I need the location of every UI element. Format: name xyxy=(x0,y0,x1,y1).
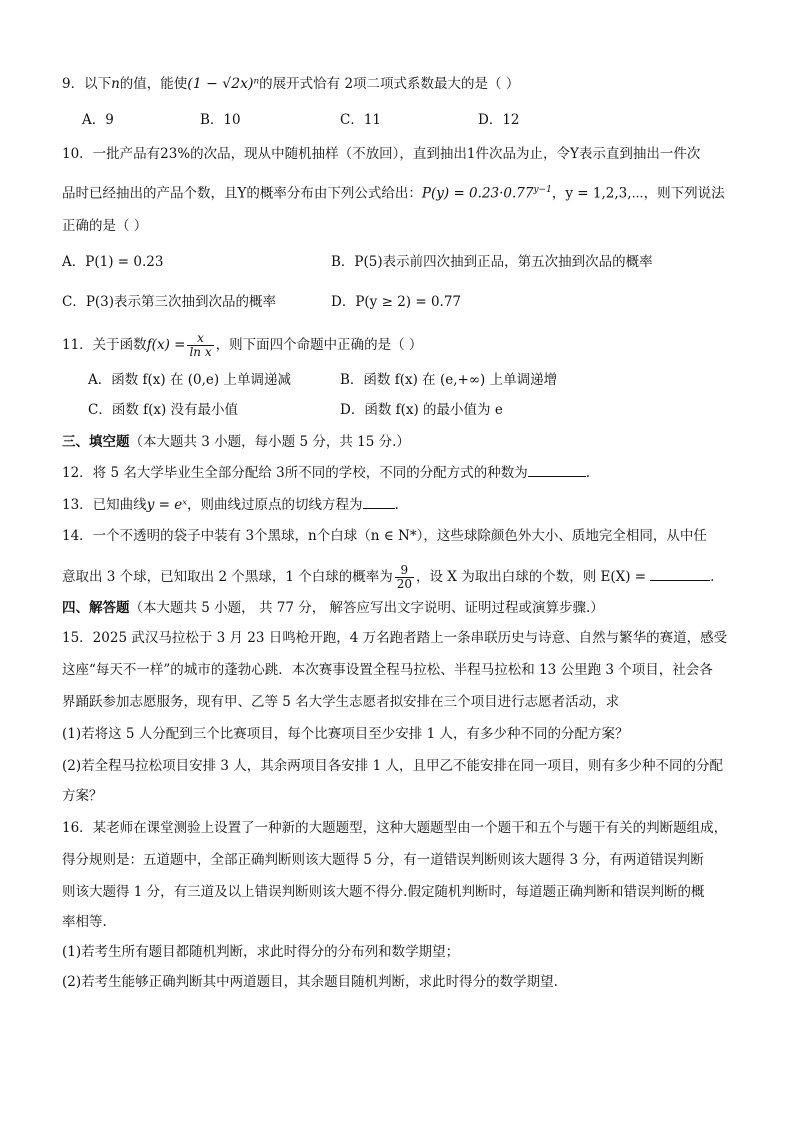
q9-stem-a: 9．以下 xyxy=(62,76,112,92)
q11-stem xyxy=(62,332,422,359)
q9-option-c: C．11 xyxy=(340,112,382,128)
q10-option-c: C．P(3)表示第三次抽到次品的概率 xyxy=(62,294,277,310)
q14-line2-a: 意取出 3 个球，已知取出 2 个黑球，1 个白球的概率为 xyxy=(62,569,393,585)
q11-fraction-numerator: x xyxy=(187,332,213,346)
q11-option-c: C．函数 f(x) 没有最小值 xyxy=(88,402,239,418)
q16-part1: (1)若考生所有题目都随机判断，求此时得分的分布列和数学期望； xyxy=(62,944,460,960)
q16-line1: 16．某老师在课堂测验上设置了一种新的大题题型，这种大题题型由一个题干和五个与题干有关的判断题组成， xyxy=(62,820,728,836)
q14-answer-blank xyxy=(650,566,710,581)
q13-end: . xyxy=(394,497,399,513)
q12-answer-blank xyxy=(528,462,586,477)
q15-line3: 界踊跃参加志愿服务，现有甲、乙等 5 名大学生志愿者拟安排在三个项目进行志愿者活动，求 xyxy=(62,694,620,710)
q15-line2: 这座“每天不一样”的城市的蓬勃心跳．本次赛事设置全程马拉松、半程马拉松和 13 公里跑 3 个项目，社会各 xyxy=(62,662,713,678)
q13-answer-blank xyxy=(363,494,395,509)
q9-option-b: B．10 xyxy=(200,112,241,128)
q16-line4: 率相等. xyxy=(62,914,107,930)
q14-fraction-numerator: 9 xyxy=(395,564,414,578)
q16-line2: 得分规则是：五道题中，全部正确判断则该大题得 5 分，有一道错误判断则该大题得 3 分，有两道错误判断 xyxy=(62,852,704,868)
section-4-title: 四、解答题 xyxy=(62,600,130,616)
section-3-description: （本大题共 3 小题，每小题 5 分，共 15 分.） xyxy=(129,434,410,450)
q10-line2-b: ，y = 1,2,3,⋯，则下列说法 xyxy=(551,185,725,202)
q14-end: . xyxy=(710,569,715,585)
q15-part2-line1: (2)若全程马拉松项目安排 3 人，其余两项目各安排 1 人，且甲乙不能安排在同一项目，则有多少种不同的分配 xyxy=(62,758,723,774)
q11-function: f(x) = xyxy=(146,337,186,353)
q10-option-d: D．P(y ≥ 2) = 0.77 xyxy=(331,294,462,310)
q9-expression: (1 − √2x)ⁿ xyxy=(187,76,260,92)
q9-stem-b: 的值，能使 xyxy=(119,76,188,92)
q11-option-d: D．函数 f(x) 的最小值为 e xyxy=(340,402,503,418)
section-4-heading xyxy=(62,598,604,618)
q15-part2-line2: 方案？ xyxy=(62,788,103,804)
q10-line3: 正确的是（ ） xyxy=(62,218,148,234)
q13-stem xyxy=(62,494,399,515)
q16-line3: 则该大题得 1 分，有三道及以上错误判断则该大题不得分.假定随机判断时，每道题正确判断和错误判断的概 xyxy=(62,884,705,900)
q11-fraction xyxy=(187,332,213,359)
q14-fraction xyxy=(395,564,414,591)
section-3-title: 三、填空题 xyxy=(62,434,130,450)
q15-line1: 15．2025 武汉马拉松于 3 月 23 日鸣枪开跑，4 万名跑者踏上一条串联历史与诗意、自然与繁华的赛道，感受 xyxy=(62,630,728,646)
q13-curve: y = eˣ xyxy=(146,497,187,513)
q9-stem-c: 的展开式恰有 2项二项式系数最大的是（ ） xyxy=(259,76,520,92)
q11-stem-a: 11．关于函数 xyxy=(62,337,147,353)
q10-line2-a: 品时已经抽出的产品个数，且Y的概率分布由下列公式给出： xyxy=(62,185,422,202)
q10-option-a: A．P(1) = 0.23 xyxy=(62,254,164,270)
q10-line1: 10．一批产品有23%的次品，现从中随机抽样（不放回），直到抽出1件次品为止，令Y表示直到抽出一件次 xyxy=(62,146,701,162)
q14-fraction-denominator: 20 xyxy=(396,577,413,591)
q11-option-a: A．函数 f(x) 在 (0,e) 上单调递减 xyxy=(88,372,291,388)
q12-stem xyxy=(62,462,590,483)
q12-end: . xyxy=(585,465,591,481)
q11-fraction-denominator: ln x xyxy=(189,345,212,359)
q14-line2 xyxy=(62,564,714,591)
q14-line2-b: ，设 X 为取出白球的个数，则 E(X) = xyxy=(416,569,647,585)
q11-stem-b: ，则下面四个命题中正确的是（ ） xyxy=(215,337,423,353)
q11-option-b: B．函数 f(x) 在 (e,+∞) 上单调递增 xyxy=(340,372,558,388)
q12-text: 12．将 5 名大学毕业生全部分配给 3所不同的学校，不同的分配方式的种数为 xyxy=(62,465,528,481)
section-4-description: （本大题共 5 小题， 共 77 分， 解答应写出文字说明、证明过程或演算步骤.） xyxy=(129,600,604,616)
q14-line1: 14．一个不透明的袋子中装有 3个黑球，n个白球（n ∈ N*），这些球除颜色外大小、质地完全相同，从中任 xyxy=(62,528,707,544)
q9-option-a: A．9 xyxy=(82,112,114,128)
q16-part2: (2)若考生能够正确判断其中两道题目，其余题目随机判断，求此时得分的数学期望. xyxy=(62,974,558,990)
q10-line2 xyxy=(62,180,725,204)
q10-option-b: B．P(5)表示前四次抽到正品，第五次抽到次品的概率 xyxy=(331,254,653,270)
q10-formula-exponent: y−1 xyxy=(533,185,552,195)
q13-text-a: 13．已知曲线 xyxy=(62,497,147,513)
q9-option-d: D．12 xyxy=(478,112,520,128)
q9-stem xyxy=(62,74,519,94)
q10-formula: P(y) = 0.23·0.77 xyxy=(421,185,534,202)
q9-n: n xyxy=(111,76,120,92)
q13-text-b: ，则曲线过原点的切线方程为 xyxy=(187,497,363,513)
section-3-heading xyxy=(62,432,410,452)
q15-part1: (1)若将这 5 人分配到三个比赛项目，每个比赛项目至少安排 1 人，有多少种不同的分配方案？ xyxy=(62,726,629,742)
